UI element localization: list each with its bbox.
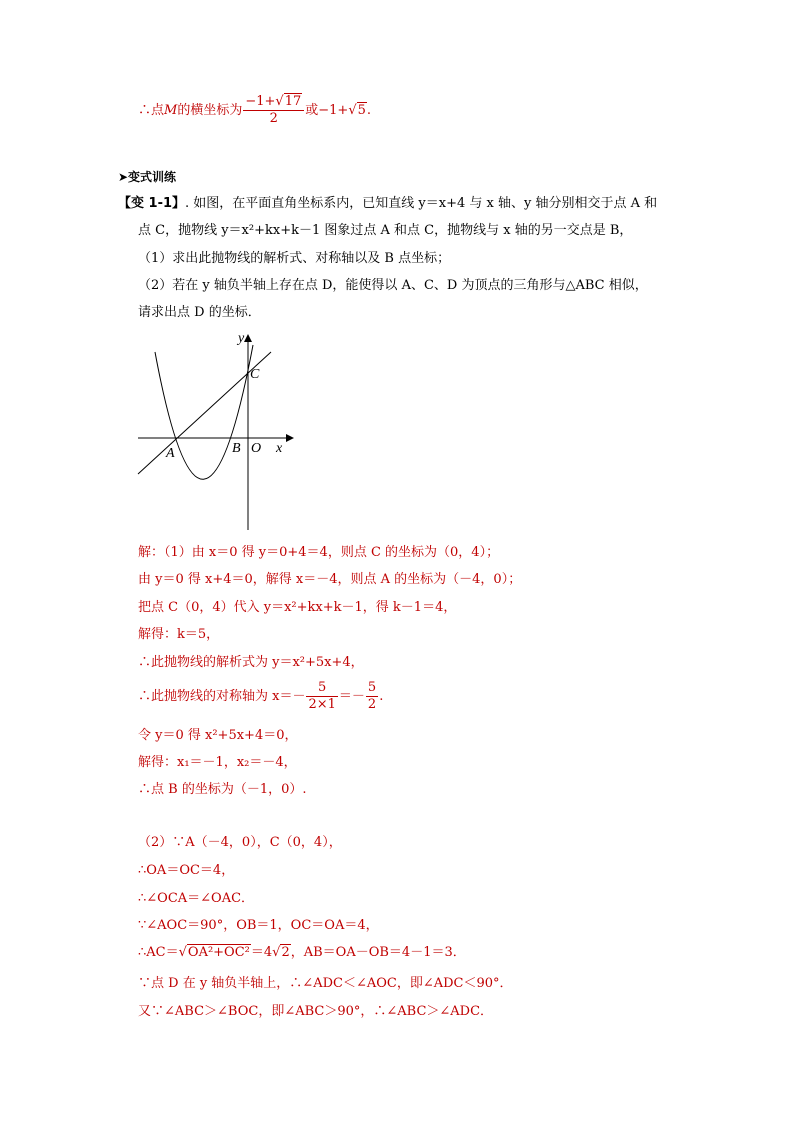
problem-line-4: （2）若在 y 轴负半轴上存在点 D，能使得以 A、C、D 为顶点的三角形与△ABC 相似， [138,278,648,293]
axis-frac2-num: 5 [367,680,377,695]
m-post: −1+ [318,103,349,118]
m-fraction: $\frac{-1+√17}{2}$ [243,94,304,127]
axis-eq-mid: ＝－ [338,689,365,704]
y-axis-label: y [238,331,245,346]
point-c-label: C [250,367,260,382]
sol-line-6 [138,680,383,713]
point-a-label: A [166,446,175,461]
section-title: ➤变式训练 [118,170,177,184]
sol2-line-5: ∴AC＝√OA²+OC²＝4√2，AB＝OA－OB＝4－1＝3． [138,945,466,960]
x-axis-label: x [276,441,283,456]
axis-frac2-den: 2 [367,697,377,712]
problem-line-5: 请求出点 D 的坐标． [138,305,261,320]
sol-line-5: ∴此抛物线的解析式为 y＝x²+5x+4， [138,655,364,670]
sol-line-7: 令 y＝0 得 x²+5x+4＝0， [138,728,298,743]
ac-eq-mid: ＝4 [250,945,273,960]
problem-line-2: 点 C，抛物线 y＝x²+kx+k－1 图象过点 A 和点 C，抛物线与 x 轴的另一交点是 B， [138,223,633,238]
sol-line-2: 由 y＝0 得 x+4＝0，解得 x＝－4，则点 A 的坐标为（－4，0）； [138,572,522,587]
m-end: . [366,103,372,118]
sol-line-4: 解得：k＝5， [138,627,220,642]
sol2-line-1: （2）∵A（－4，0），C（0，4）， [138,835,342,850]
sol2-line-2: ∴OA＝OC＝4， [138,863,235,878]
y-axis-arrow [244,334,252,342]
x-axis-arrow [286,434,294,442]
ac-eq-end: ，AB＝OA－OB＝4－1＝3． [290,945,466,960]
axis-frac1-den: 2×1 [308,697,336,712]
ac-radicand-2: 2 [281,945,290,960]
ac-radicand: OA²+OC² [187,945,250,960]
m-frac-den: 2 [269,111,278,126]
problem-line-3: （1）求出此抛物线的解析式、对称轴以及 B 点坐标； [138,251,451,266]
problem-line-1 [118,195,657,213]
m-result-line: ∴点M的横坐标为 $\frac{-1+√17}{2}$ 或−1+√5. [138,94,372,126]
sol-line-9: ∴点 B 的坐标为（－1，0）. [138,782,307,797]
problem-text-1: . 如图，在平面直角坐标系内，已知直线 y＝x+4 与 x 轴、y 轴分别相交于点 A 和 [185,196,658,211]
m-pre: ∴点 [138,103,165,118]
axis-eq-text: ∴此抛物线的对称轴为 x＝－ [138,689,306,704]
sol-line-8: 解得：x₁＝－1，x₂＝－4， [138,755,297,770]
sol-line-1: 解：（1）由 x＝0 得 y＝0+4＝4，则点 C 的坐标为（0，4）； [138,545,500,560]
m-or: 或 [305,103,319,118]
sol2-line-3: ∴∠OCA＝∠OAC． [138,891,255,906]
sol2-line-4: ∵∠AOC＝90°，OB＝1，OC＝OA＝4， [138,918,379,933]
sol-line-3: 把点 C（0，4）代入 y＝x²+kx+k－1，得 k－1＝4， [138,600,457,615]
ac-eq-start: ∴AC＝ [138,945,179,960]
m-rad2: 5 [357,103,366,118]
m-frac-num: −1+ [245,94,276,109]
sol2-line-7: 又∵∠ABC＞∠BOC，即∠ABC＞90°，∴∠ABC＞∠ADC． [138,1004,494,1019]
axis-eq-end: . [379,689,384,704]
m-mid: 的横坐标为 [177,103,243,118]
parabola-line-graph [130,330,300,535]
m-var: M [164,103,178,118]
origin-label: O [251,441,262,456]
sol2-line-6: ∵点 D 在 y 轴负半轴上，∴∠ADC＜∠AOC，即∠ADC＜90°． [138,976,513,991]
axis-frac1-num: 5 [306,680,337,697]
m-frac-rad: 17 [284,94,302,109]
point-b-label: B [232,441,241,456]
problem-tag: 【变 1-1】 [118,196,186,211]
